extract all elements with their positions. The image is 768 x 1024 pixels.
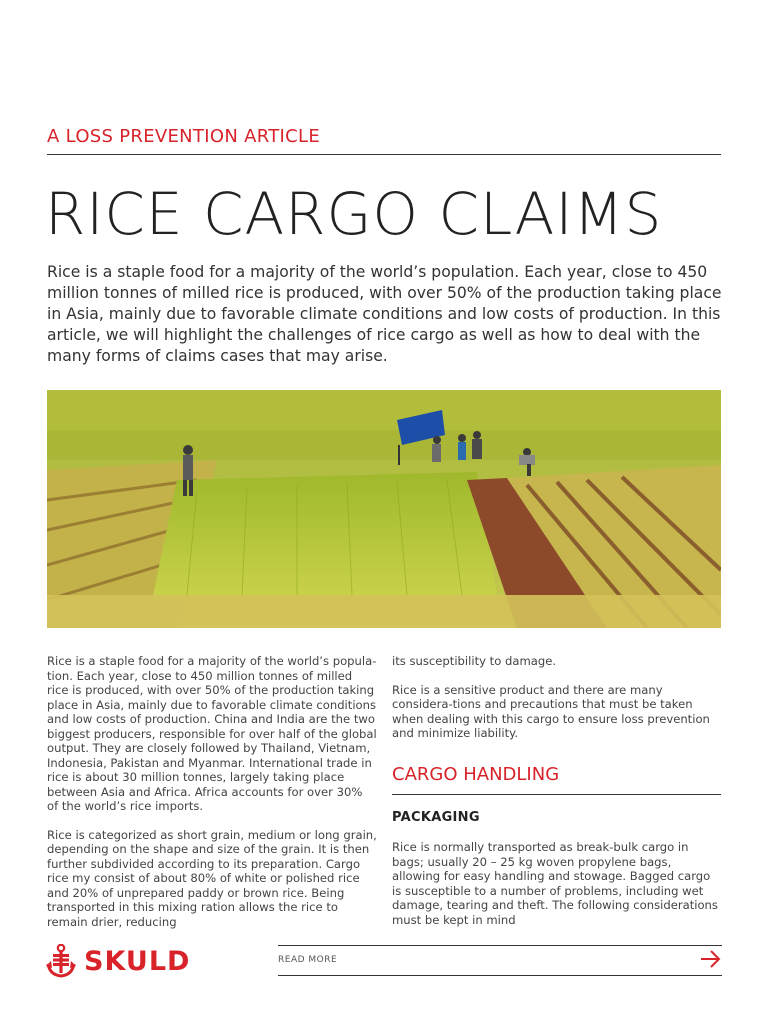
header-rule [47,154,721,155]
logo-text: SKULD [84,945,191,977]
section-rule [392,794,721,795]
body-paragraph: Rice is normally transported as break-bulk cargo in bags; usually 20 – 25 kg woven propylene bags, allowing for easy handling and stowage. Bagged cargo is susceptible to a number of problems, including wet damage, tearing and theft. The following considerations must be kept in mind [392,840,718,927]
subheading: PACKAGING [392,810,480,825]
body-column-right-top [392,654,722,755]
rice-field-illustration [47,390,721,628]
body-column-left [47,654,377,943]
read-more-link[interactable]: READ MORE [278,955,338,965]
rice-field-photo [47,390,721,628]
lead-paragraph [47,262,727,367]
arrow-right-icon[interactable] [700,948,722,974]
kicker: A LOSS PREVENTION ARTICLE [47,126,320,147]
body-paragraph: its susceptibility to damage. [392,654,557,668]
body-paragraph: Rice is a staple food for a majority of the world’s popula-tion. Each year, close to 450 million tonnes of milled rice is produced, with over 50% of the production taking place in Asia, mainly due to favorable climate conditions and low costs of production. China and India are the two biggest producers, responsible for over half of the global output. They are closely followed by Thailand, Vietnam, Indonesia, Pakistan and Myanmar. International trade in rice is about 30 million tonnes, largely taking place between Asia and Africa. Africa accounts for over 30% of the world’s rice imports. [47,654,377,813]
footer-rule-bottom [278,975,722,976]
page-title: RICE CARGO CLAIMS [45,180,663,248]
skuld-logo [46,944,190,978]
body-column-right-bottom [392,840,722,941]
section-heading: CARGO HANDLING [392,764,560,785]
anchor-icon [46,944,76,978]
body-paragraph: Rice is categorized as short grain, medium or long grain, depending on the shape and size of the grain. It is then further subdivided according to its preparation. Cargo rice my consist of about 80% of white or polished rice and 20% of unprepared paddy or brown rice. Being transported in this mixing ration allows the rice to remain drier, reducing [47,827,377,929]
lead-text: Rice is a staple food for a majority of the world’s population. Each year, close to 450 million tonnes of milled rice is produced, with over 50% of the production taking place in Asia, mainly due to favorable climate conditions and low costs of production. In this article, we will highlight the challenges of rice cargo as well as how to deal with the many forms of claims cases that may arise. [47,263,722,365]
footer-rule-top [278,945,722,946]
body-paragraph: Rice is a sensitive product and there are many considera-tions and precautions that must be taken when dealing with this cargo to ensure loss prevention and minimize liability. [392,682,710,740]
